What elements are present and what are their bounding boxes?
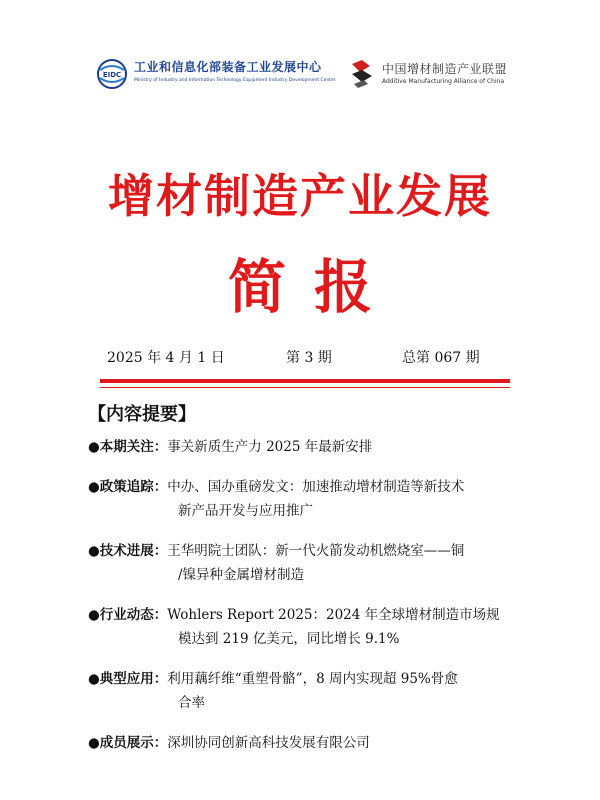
- eidc-badge: EIDC: [102, 71, 122, 79]
- divider-thin: [100, 387, 510, 388]
- issue-meta: [0, 347, 600, 371]
- aam-mark-icon: [348, 58, 376, 90]
- toc-item-continuation: 合率: [178, 695, 205, 711]
- toc-item-text: 深圳协同创新高科技发展有限公司: [167, 735, 370, 751]
- divider-thick: [100, 379, 510, 383]
- toc-heading: 【内容提要】: [88, 404, 196, 425]
- toc-item-label: ●政策追踪：: [88, 479, 168, 495]
- toc-item: [88, 666, 518, 716]
- eidc-english-name: Ministry of Industry and Information Technology Equipment Industry Development Center: [134, 78, 336, 83]
- toc-item-text: 利用藕纤维“重塑骨骼”，8 周内实现超 95%骨愈: [167, 671, 458, 687]
- issue-total-number: 总第 067 期: [402, 350, 480, 366]
- toc-item-label: ●行业动态：: [88, 607, 168, 623]
- eidc-globe-icon: [96, 58, 128, 90]
- eidc-logo: [96, 56, 336, 96]
- toc-list: [88, 434, 518, 770]
- toc-item: [88, 730, 518, 756]
- aamc-english-name: Additive Manufacturing Alliance of China: [382, 78, 505, 85]
- toc-item-continuation: 新产品开发与应用推广: [178, 503, 313, 519]
- toc-item-continuation: 模达到 219 亿美元，同比增长 9.1%: [178, 631, 400, 647]
- aamc-logo: [348, 56, 518, 96]
- toc-item-text: 事关新质生产力 2025 年最新安排: [167, 439, 373, 455]
- toc-item-label: ●成员展示：: [88, 735, 168, 751]
- toc-item: [88, 434, 518, 460]
- toc-item: [88, 474, 518, 524]
- issue-number: 第 3 期: [286, 350, 332, 366]
- toc-item: [88, 538, 518, 588]
- issue-date: 2025 年 4 月 1 日: [107, 350, 225, 366]
- toc-item-label: ●典型应用：: [88, 671, 168, 687]
- toc-item-text: 中办、国办重磅发文：加速推动增材制造等新技术: [167, 479, 465, 495]
- header: [0, 52, 600, 96]
- page-title: 增材制造产业发展: [108, 169, 492, 223]
- eidc-name: 工业和信息化部装备工业发展中心: [134, 60, 322, 74]
- toc-item-text: Wohlers Report 2025：2024 年全球增材制造市场规: [167, 607, 500, 623]
- toc-item-text: 王华明院士团队：新一代火箭发动机燃烧室——铜: [167, 543, 465, 559]
- toc-item-continuation: /镍异种金属增材制造: [178, 567, 305, 583]
- toc-item-label: ●技术进展：: [88, 543, 168, 559]
- page-subtitle: 简报: [227, 253, 400, 321]
- toc-item-label: ●本期关注：: [88, 439, 168, 455]
- toc-item: [88, 602, 518, 652]
- aamc-name: 中国增材制造产业联盟: [382, 62, 508, 76]
